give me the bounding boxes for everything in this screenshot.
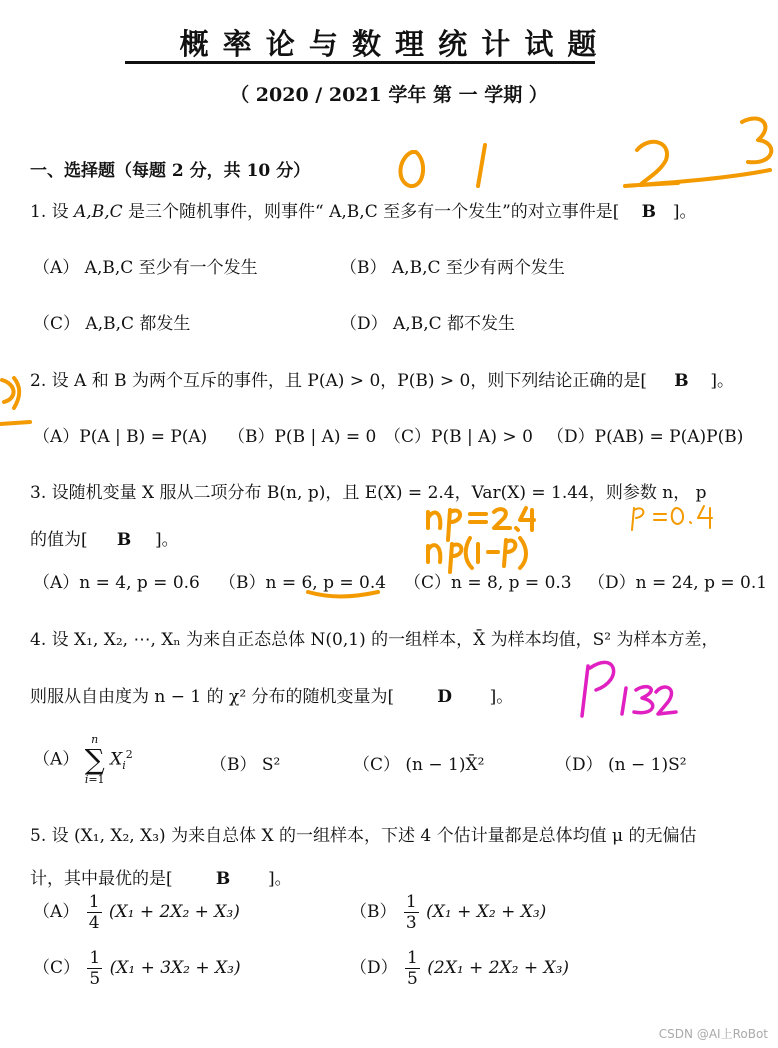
handwritten-two — [637, 142, 678, 185]
question-2-option-c: （C）P(B | A) > 0 — [384, 427, 533, 447]
question-2-option-a: （A）P(A | B) = P(A) — [33, 427, 208, 447]
question-5-stem-line2: 计，其中最优的是[ B ]。 — [30, 869, 292, 889]
question-5-option-b: （B） $\frac{1}{3}$ (X₁ + X₂ + X₃) — [350, 892, 547, 933]
summation-symbol: n ∑ i=1 — [84, 733, 105, 786]
handwritten-margin-line — [0, 422, 30, 424]
question-5-stem-line1: 5. 设 (X₁, X₂, X₃) 为来自总体 X 的一组样本，下述 4 个估计量都是总体均值 μ 的无偏估 — [30, 826, 697, 846]
question-2-option-d: （D）P(AB) = P(A)P(B) — [547, 427, 744, 447]
handwritten-p-04 — [632, 506, 712, 530]
question-3-answer: B — [116, 530, 132, 550]
question-4-option-a: （A） n ∑ i=1 $X_i^2$ — [33, 733, 133, 786]
question-1-option-c: （C） A,B,C 都发生 — [33, 314, 191, 334]
question-4-stem-line2: 则服从自由度为 n − 1 的 χ² 分布的随机变量为[ D ]。 — [30, 687, 514, 707]
question-1-option-d: （D） A,B,C 都不发生 — [340, 314, 516, 334]
question-5-option-d: （D） $\frac{1}{5}$ (2X₁ + 2X₂ + X₃) — [350, 948, 570, 989]
handwritten-np-variance — [428, 538, 526, 572]
handwritten-option-underline — [308, 592, 378, 597]
question-3-option-d: （D）n = 24, p = 0.1 — [588, 573, 768, 593]
question-3-stem-line1: 3. 设随机变量 X 服从二项分布 B(n, p)，且 E(X) = 2.4，Var(X) = 1.44，则参数 n， p — [30, 483, 707, 503]
exam-subtitle: （ 2020 / 2021 学年 第 一 学期 ） — [230, 84, 548, 106]
handwritten-margin-mark — [2, 378, 19, 408]
question-1-stem: 1. 设 A,B,C 是三个随机事件，则事件“ A,B,C 至多有一个发生”的对立事件是[ B ]。 — [30, 202, 697, 222]
question-4-option-c: （C） (n − 1)X̄² — [353, 755, 485, 775]
handwritten-page-ref — [582, 662, 676, 716]
question-2-stem: 2. 设 A 和 B 为两个互斥的事件，且 P(A) > 0，P(B) > 0，则下列结论正确的是[ B ]。 — [30, 371, 735, 391]
question-5-answer: B — [215, 869, 231, 889]
section-heading: 一、选择题（每题 2 分，共 10 分） — [30, 161, 311, 181]
question-5-option-a: （A） $\frac{1}{4}$ (X₁ + 2X₂ + X₃) — [33, 892, 240, 933]
question-1-option-a: （A） A,B,C 至少有一个发生 — [33, 258, 258, 278]
question-2-answer: B — [674, 371, 689, 391]
question-2-option-b: （B）P(B | A) = 0 — [228, 427, 377, 447]
handwritten-np-24 — [428, 508, 534, 540]
question-1-option-b: （B） A,B,C 至少有两个发生 — [340, 258, 565, 278]
question-3-stem-line2: 的值为[ B ]。 — [30, 530, 179, 550]
exam-title: 概 率 论 与 数 理 统 计 试 题 — [179, 27, 599, 61]
handwritten-zero — [400, 152, 423, 186]
question-4-option-b: （B） S² — [210, 755, 281, 775]
question-3-option-b: （B）n = 6, p = 0.4 — [219, 573, 387, 593]
question-1-answer: B — [641, 202, 657, 222]
watermark: CSDN @AI上RoBot — [658, 1027, 768, 1041]
handwritten-three — [742, 118, 771, 162]
question-5-option-c: （C） $\frac{1}{5}$ (X₁ + 3X₂ + X₃) — [33, 948, 241, 989]
question-4-stem-line1: 4. 设 X₁, X₂, ⋯, Xₙ 为来自正态总体 N(0,1) 的一组样本，X̄ 为样本均值，S² 为样本方差， — [30, 630, 719, 650]
question-4-answer: D — [437, 687, 452, 707]
handwritten-one — [478, 145, 485, 186]
question-4-option-d: （D） (n − 1)S² — [555, 755, 687, 775]
question-3-option-c: （C）n = 8, p = 0.3 — [404, 573, 572, 593]
question-3-option-a: （A）n = 4, p = 0.6 — [33, 573, 200, 593]
